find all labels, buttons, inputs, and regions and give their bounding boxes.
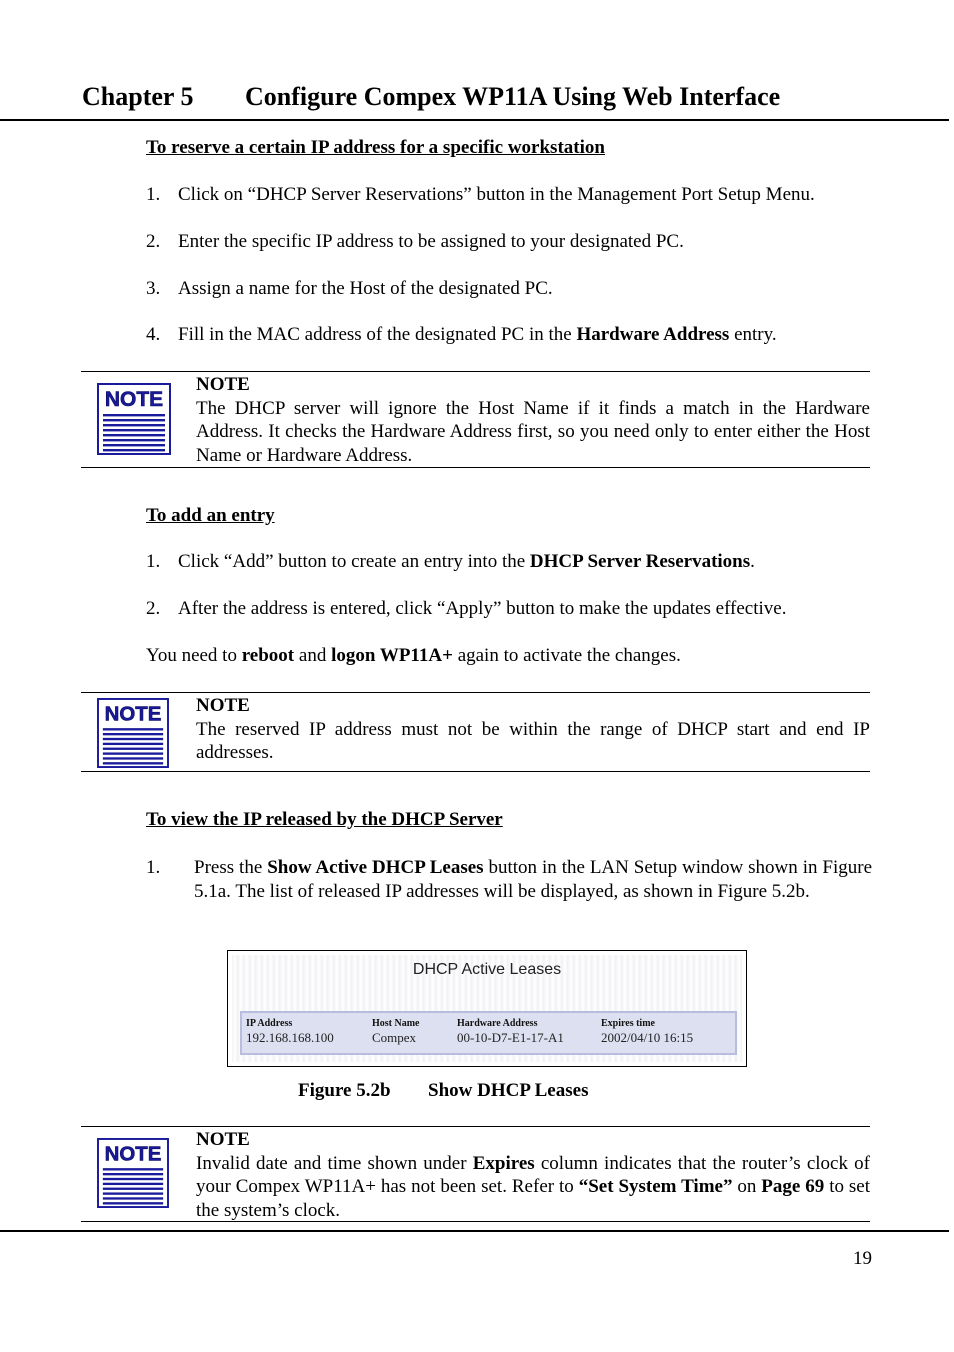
note-body: The DHCP server will ignore the Host Name if it finds a match in the Hardware Address. It checks the Hardware Address first, so you need only to enter either the Host Name or Hardware Address. bbox=[196, 397, 870, 466]
figure-screenshot bbox=[232, 955, 742, 1062]
note-icon bbox=[97, 1138, 169, 1208]
reserve-step-4 bbox=[146, 324, 777, 346]
step-number: 4. bbox=[146, 324, 161, 345]
caption-number: Figure 5.2b bbox=[298, 1080, 391, 1101]
header-rule bbox=[0, 119, 949, 121]
col-host-name bbox=[372, 1018, 420, 1046]
logon-bold: logon WP11A+ bbox=[331, 645, 453, 666]
chapter-number: Chapter 5 bbox=[82, 82, 194, 111]
step-number: 1. bbox=[146, 184, 161, 205]
col-hardware-address bbox=[457, 1018, 564, 1046]
step-text: Assign a name for the Host of the designated PC. bbox=[178, 278, 553, 299]
note-body-part: column indicates that the router’s clock of your Compex WP11A+ has not been set. Refer to bbox=[196, 1152, 870, 1197]
caption-text: Show DHCP Leases bbox=[428, 1080, 589, 1101]
reboot-text-pre: You need to bbox=[146, 645, 242, 666]
column-header: Expires time bbox=[601, 1018, 655, 1029]
expires-bold: Expires bbox=[472, 1152, 535, 1174]
page-ref-bold: Page 69 bbox=[761, 1176, 825, 1197]
reserve-step-3 bbox=[146, 278, 553, 300]
step-text-post: button in the LAN Setup window shown in Figure 5.1a. The list of released IP addresses will be displayed, as shown in Figure 5.2b. bbox=[194, 857, 873, 902]
step-text: After the address is entered, click “Apply” button to make the updates effective. bbox=[178, 598, 787, 619]
col-ip-address bbox=[246, 1018, 334, 1046]
note-box-3 bbox=[81, 1126, 870, 1222]
reserve-step-1 bbox=[146, 184, 815, 206]
column-header: Host Name bbox=[372, 1018, 420, 1029]
reboot-bold: reboot bbox=[241, 645, 295, 666]
chapter-title bbox=[82, 82, 780, 112]
footer-rule bbox=[0, 1230, 949, 1232]
note-box-1 bbox=[81, 371, 870, 468]
step-number: 3. bbox=[146, 278, 161, 299]
note-icon-label: NOTE bbox=[104, 1143, 162, 1166]
step-text: Click on “DHCP Server Reservations” button in the Management Port Setup Menu. bbox=[178, 184, 815, 205]
note-label: NOTE bbox=[196, 374, 250, 395]
set-system-time-bold: “Set System Time” bbox=[578, 1176, 733, 1197]
step-text-post: . bbox=[750, 551, 755, 572]
section-heading-add: To add an entry bbox=[146, 505, 275, 526]
step-text-pre: Fill in the MAC address of the designated PC in the bbox=[178, 324, 577, 345]
add-step-1 bbox=[146, 551, 755, 573]
note-body-part: to set the system’s clock. bbox=[196, 1176, 870, 1221]
cell-value: Compex bbox=[372, 1030, 417, 1045]
cell-value: 192.168.168.100 bbox=[246, 1030, 334, 1045]
reboot-paragraph bbox=[146, 645, 681, 667]
section-heading-view: To view the IP released by the DHCP Server bbox=[146, 809, 503, 830]
figure-caption bbox=[298, 1080, 588, 1102]
step-number: 1. bbox=[146, 551, 161, 572]
note-icon-label: NOTE bbox=[104, 388, 164, 411]
step-number: 2. bbox=[146, 598, 161, 619]
note-icon bbox=[97, 698, 169, 768]
note-text-2 bbox=[196, 694, 870, 765]
reboot-text-mid: and bbox=[294, 645, 332, 666]
cell-value: 00-10-D7-E1-17-A1 bbox=[457, 1030, 564, 1045]
step-number: 2. bbox=[146, 231, 161, 252]
step-text-pre: Press the bbox=[194, 857, 268, 878]
note-text-3 bbox=[196, 1128, 870, 1222]
step-text-bold: Hardware Address bbox=[576, 324, 730, 345]
dhcp-leases-figure bbox=[227, 950, 747, 1067]
chapter-title-text: Configure Compex WP11A Using Web Interface bbox=[245, 82, 781, 111]
note-box-2 bbox=[81, 692, 870, 772]
column-header: IP Address bbox=[246, 1018, 293, 1029]
reboot-text-post: again to activate the changes. bbox=[452, 645, 681, 666]
note-text-1 bbox=[196, 373, 870, 467]
step-text-post: entry. bbox=[729, 324, 777, 345]
note-body-part: Invalid date and time shown under bbox=[196, 1152, 473, 1174]
note-icon-label: NOTE bbox=[104, 703, 162, 726]
note-label: NOTE bbox=[196, 1129, 250, 1150]
note-icon bbox=[97, 383, 171, 455]
step-body bbox=[194, 856, 872, 903]
reserve-step-2 bbox=[146, 231, 684, 253]
step-number: 1. bbox=[146, 857, 161, 878]
page-number: 19 bbox=[853, 1248, 872, 1269]
note-body-part: on bbox=[732, 1176, 762, 1197]
leases-table bbox=[240, 1011, 737, 1055]
column-header: Hardware Address bbox=[457, 1018, 538, 1029]
col-expires-time bbox=[601, 1018, 693, 1046]
section-heading-reserve: To reserve a certain IP address for a specific workstation bbox=[146, 137, 605, 158]
step-text-pre: Click “Add” button to create an entry into the bbox=[178, 551, 530, 572]
add-step-2 bbox=[146, 598, 786, 620]
step-text-bold: Show Active DHCP Leases bbox=[267, 857, 484, 878]
step-text: Enter the specific IP address to be assigned to your designated PC. bbox=[178, 231, 684, 252]
note-label: NOTE bbox=[196, 695, 250, 716]
cell-value: 2002/04/10 16:15 bbox=[601, 1030, 694, 1045]
figure-window-title: DHCP Active Leases bbox=[412, 961, 562, 978]
step-text-bold: DHCP Server Reservations bbox=[529, 551, 751, 572]
note-body: The reserved IP address must not be within the range of DHCP start and end IP addresses. bbox=[196, 718, 870, 763]
